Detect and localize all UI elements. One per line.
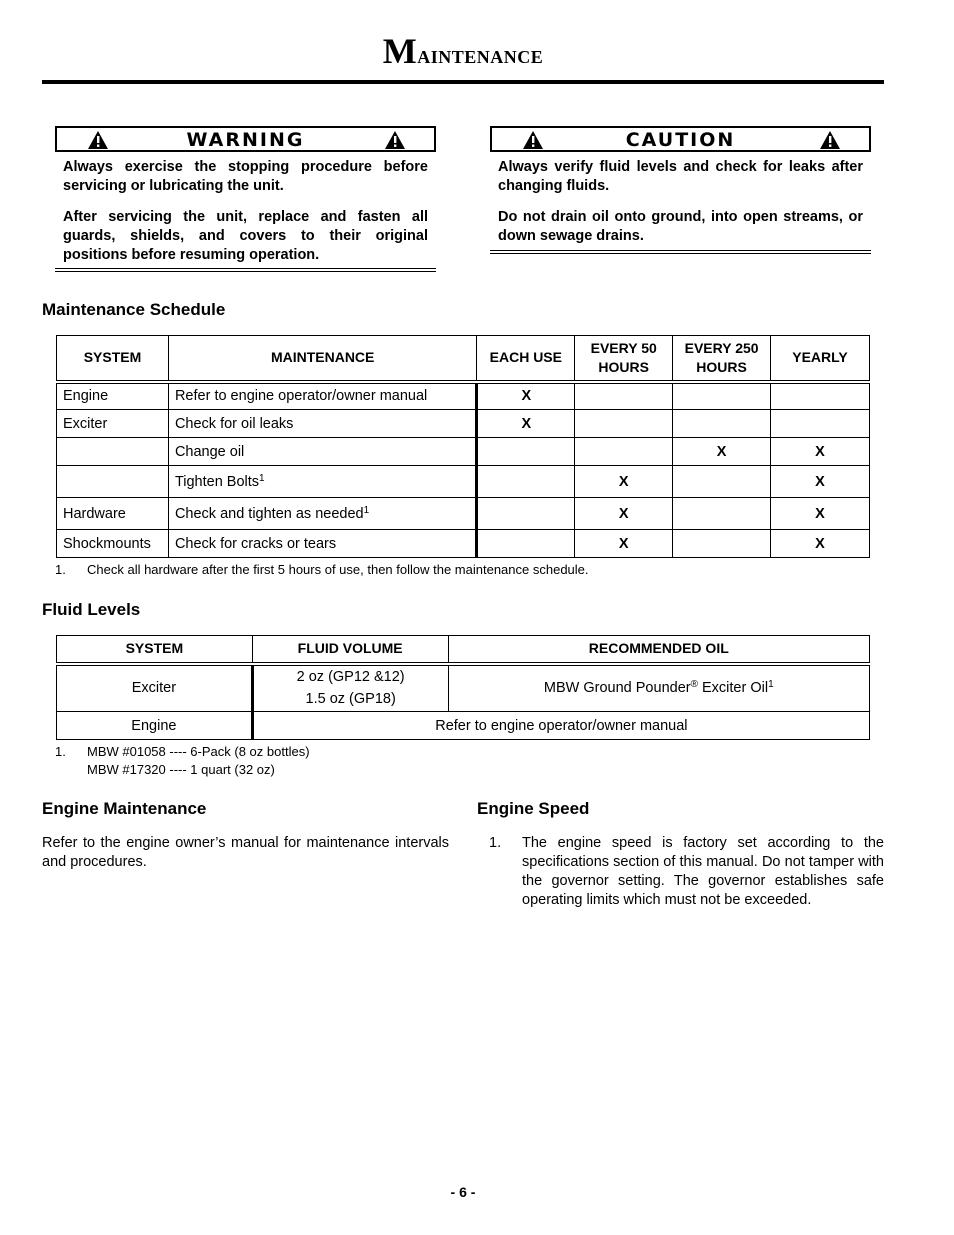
cell-yearly: X: [771, 438, 870, 466]
cell-yearly: X: [771, 530, 870, 558]
cell-each-use: X: [477, 382, 575, 410]
warning-text-1: Always exercise the stopping procedure before servicing or lubricating the unit.: [63, 159, 428, 194]
maintenance-schedule-table: [56, 335, 870, 558]
footnote-number: 1.: [55, 744, 66, 759]
fluids-footnote: [55, 743, 310, 777]
cell-recommended-oil: MBW Ground Pounder® Exciter Oil$^1$: [448, 664, 869, 712]
cell-yearly: [771, 410, 870, 438]
caution-label: CAUTION: [625, 129, 736, 151]
warning-text-2: After servicing the unit, replace and fasten all guards, shields, and covers to their original positions before resuming operation.: [63, 209, 428, 263]
cell-task: Check and tighten as needed$^1$: [168, 498, 476, 530]
cell-each-use: [477, 466, 575, 498]
cell-system: Engine: [57, 382, 169, 410]
header-recommended-oil: RECOMMENDED OIL: [448, 636, 869, 664]
cell-system: [57, 438, 169, 466]
cell-system: [57, 466, 169, 498]
cell-every-250: [673, 530, 771, 558]
header-fluid-volume: FLUID VOLUME: [252, 636, 448, 664]
cell-yearly: X: [771, 498, 870, 530]
cell-each-use: [477, 530, 575, 558]
cell-every-50: [575, 438, 673, 466]
caution-box: [490, 126, 871, 256]
cell-system: Hardware: [57, 498, 169, 530]
table-row: [57, 530, 870, 558]
cell-each-use: [477, 438, 575, 466]
header-maintenance: MAINTENANCE: [168, 336, 476, 382]
caution-text-2: Do not drain oil onto ground, into open streams, or down sewage drains.: [498, 209, 863, 244]
table-row: [57, 712, 870, 740]
warning-triangle-icon: [819, 130, 841, 150]
header-each-use: EACH USE: [477, 336, 575, 382]
cell-system: Shockmounts: [57, 530, 169, 558]
fluid-levels-table: [56, 635, 870, 740]
cell-every-50: [575, 382, 673, 410]
cell-fluid-volume: 2 oz (GP12 &12) 1.5 oz (GP18): [252, 664, 448, 712]
table-row: [57, 664, 870, 712]
header-every-50: EVERY 50 HOURS: [575, 336, 673, 382]
page-number: - 6 -: [450, 1184, 476, 1200]
cell-each-use: X: [477, 410, 575, 438]
cell-task: Tighten Bolts$^1$: [168, 466, 476, 498]
warning-triangle-icon: [384, 130, 406, 150]
cell-every-50: X: [575, 466, 673, 498]
cell-task: Check for oil leaks: [168, 410, 476, 438]
engine-maintenance-text: Refer to the engine owner’s manual for maintenance intervals and procedures.: [42, 835, 449, 870]
cell-task: Change oil: [168, 438, 476, 466]
fluid-levels-heading: Fluid Levels: [42, 600, 141, 619]
cell-every-50: X: [575, 498, 673, 530]
cell-every-250: [673, 466, 771, 498]
warning-triangle-icon: [87, 130, 109, 150]
cell-every-250: [673, 498, 771, 530]
engine-speed-heading: Engine Speed: [477, 799, 590, 818]
footnote-line-2: MBW #17320 ---- 1 quart (32 oz): [87, 762, 275, 777]
page-title: Maintenance: [382, 31, 544, 71]
cell-yearly: X: [771, 466, 870, 498]
caution-header: [490, 126, 871, 152]
warning-label: WARNING: [186, 129, 305, 151]
header-every-250: EVERY 250 HOURS: [673, 336, 771, 382]
warning-box: [55, 126, 436, 274]
cell-system: Engine: [57, 712, 253, 740]
table-row: [57, 382, 870, 410]
cell-system: Exciter: [57, 664, 253, 712]
cell-every-250: [673, 382, 771, 410]
cell-every-250: [673, 410, 771, 438]
schedule-footnote: [55, 562, 589, 577]
header-system: SYSTEM: [57, 636, 253, 664]
title-rule: [42, 80, 884, 84]
table-row: [57, 410, 870, 438]
cell-every-50: [575, 410, 673, 438]
table-row: [57, 498, 870, 530]
warning-triangle-icon: [522, 130, 544, 150]
cell-engine-note: Refer to engine operator/owner manual: [252, 712, 869, 740]
cell-task: Refer to engine operator/owner manual: [168, 382, 476, 410]
footnote-line-1: MBW #01058 ---- 6-Pack (8 oz bottles): [87, 744, 310, 759]
caution-bottom-rule: [490, 250, 871, 254]
cell-task: Check for cracks or tears: [168, 530, 476, 558]
cell-every-50: X: [575, 530, 673, 558]
cell-each-use: [477, 498, 575, 530]
engine-maintenance-heading: Engine Maintenance: [42, 799, 207, 818]
cell-system: Exciter: [57, 410, 169, 438]
engine-speed-text: The engine speed is factory set according to the specifications section of this manual. Do not tamper with the governor setting. The governor establishes safe operating limits which must not be exceeded.: [522, 835, 884, 908]
footnote-text: Check all hardware after the first 5 hours of use, then follow the maintenance schedule.: [87, 562, 589, 577]
engine-speed-number: 1.: [489, 835, 502, 851]
header-yearly: YEARLY: [771, 336, 870, 382]
table-row: [57, 438, 870, 466]
caution-text-1: Always verify fluid levels and check for leaks after changing fluids.: [498, 159, 863, 194]
table-row: [57, 466, 870, 498]
warning-header: [55, 126, 436, 152]
warning-bottom-rule: [55, 268, 436, 272]
cell-every-250: X: [673, 438, 771, 466]
cell-yearly: [771, 382, 870, 410]
footnote-number: 1.: [55, 562, 66, 577]
maintenance-schedule-heading: Maintenance Schedule: [42, 300, 226, 319]
header-system: SYSTEM: [57, 336, 169, 382]
